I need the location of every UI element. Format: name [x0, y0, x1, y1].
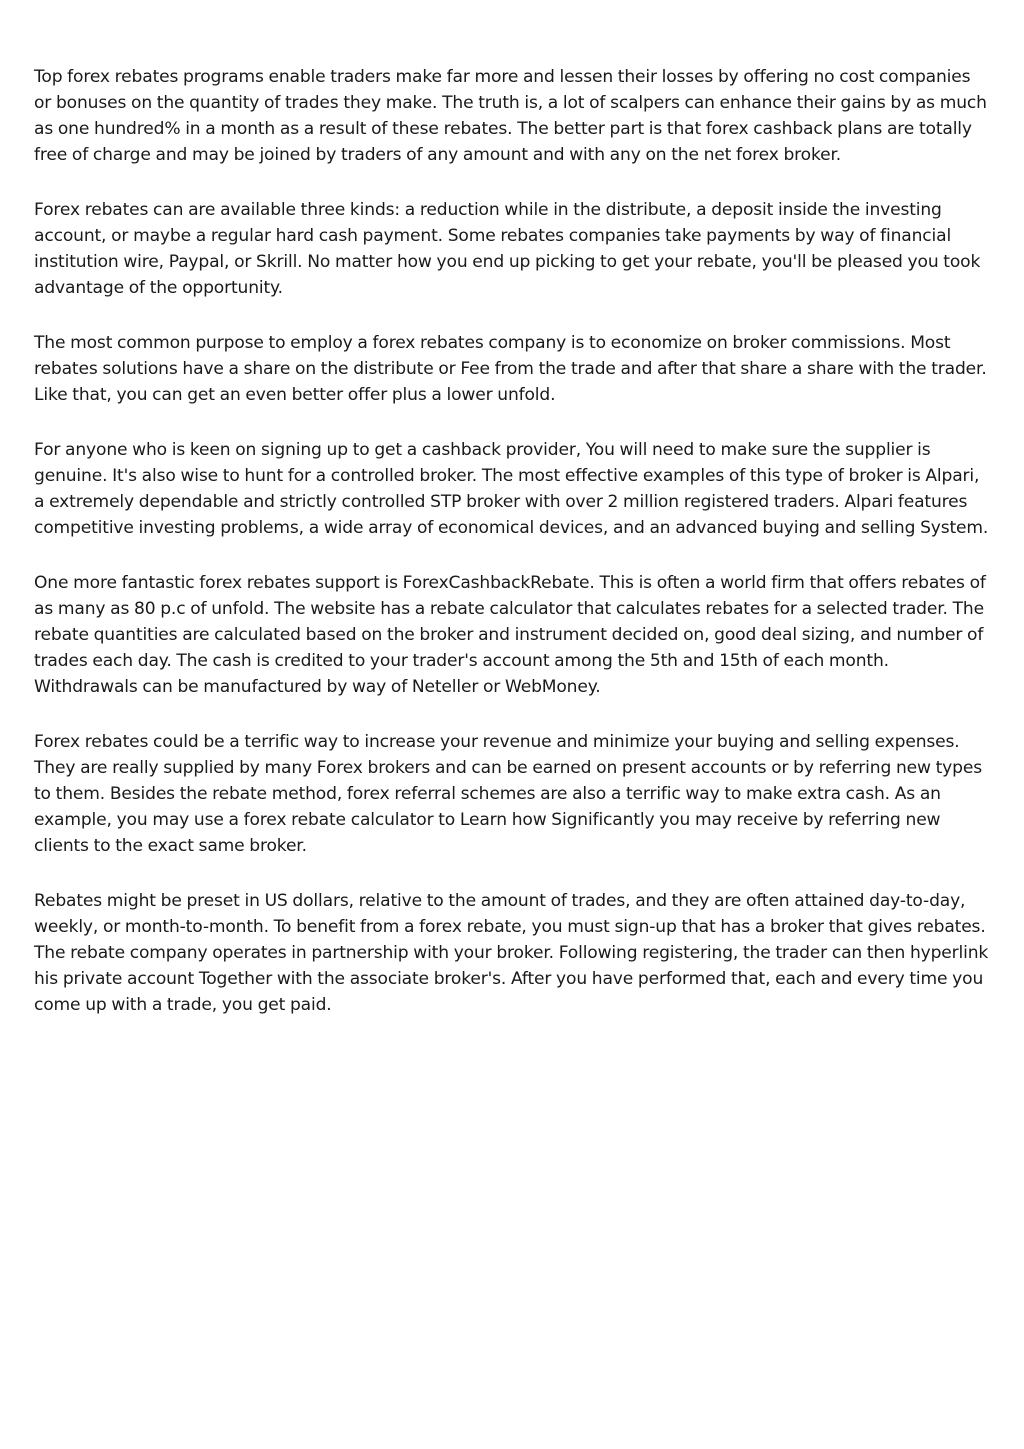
paragraph-6: Forex rebates could be a terrific way to increase your revenue and minimize your buying and selling expenses. They are really supplied by many Forex brokers and can be earned on present accounts or by referring new types to them. Besides the rebate method, forex referral schemes are also a terrific way to make extra cash. As an example, you may use a forex rebate calculator to Learn how Significantly you may receive by referring new clients to the exact same broker.: [34, 732, 982, 856]
paragraph-7: Rebates might be preset in US dollars, relative to the amount of trades, and they are often attained day-to-day, weekly, or month-to-month. To benefit from a forex rebate, you must sign-up that has a broker that gives rebates. The rebate company operates in partnership with your broker. Following registering, the trader can then hyperlink his private account Together with the associate broker's. After you have performed that, each and every time you come up with a trade, you get paid.: [34, 891, 989, 1015]
article-body: [34, 64, 992, 1047]
paragraph-2: Forex rebates can are available three kinds: a reduction while in the distribute, a deposit inside the investing account, or maybe a regular hard cash payment. Some rebates companies take payments by way of financial institution wire, Paypal, or Skrill. No matter how you end up picking to get your rebate, you'll be pleased you took advantage of the opportunity.: [34, 200, 981, 298]
paragraph-4: For anyone who is keen on signing up to get a cashback provider, You will need to make sure the supplier is genuine. It's also wise to hunt for a controlled broker. The most effective examples of this type of broker is Alpari, a extremely dependable and strictly controlled STP broker with over 2 million registered traders. Alpari features competitive investing problems, a wide array of economical devices, and an advanced buying and selling System.: [34, 440, 989, 538]
paragraph-1: Top forex rebates programs enable traders make far more and lessen their losses by offering no cost companies or bonuses on the quantity of trades they make. The truth is, a lot of scalpers can enhance their gains by as much as one hundred% in a month as a result of these rebates. The better part is that forex cashback plans are totally free of charge and may be joined by traders of any amount and with any on the net forex broker.: [34, 67, 987, 165]
paragraph-5: One more fantastic forex rebates support is ForexCashbackRebate. This is often a world firm that offers rebates of as many as 80 p.c of unfold. The website has a rebate calculator that calculates rebates for a selected trader. The rebate quantities are calculated based on the broker and instrument decided on, good deal sizing, and number of trades each day. The cash is credited to your trader's account among the 5th and 15th of each month. Withdrawals can be manufactured by way of Neteller or WebMoney.: [34, 573, 986, 697]
paragraph-3: The most common purpose to employ a forex rebates company is to economize on broker commissions. Most rebates solutions have a share on the distribute or Fee from the trade and after that share a share with the trader. Like that, you can get an even better offer plus a lower unfold.: [34, 333, 987, 405]
